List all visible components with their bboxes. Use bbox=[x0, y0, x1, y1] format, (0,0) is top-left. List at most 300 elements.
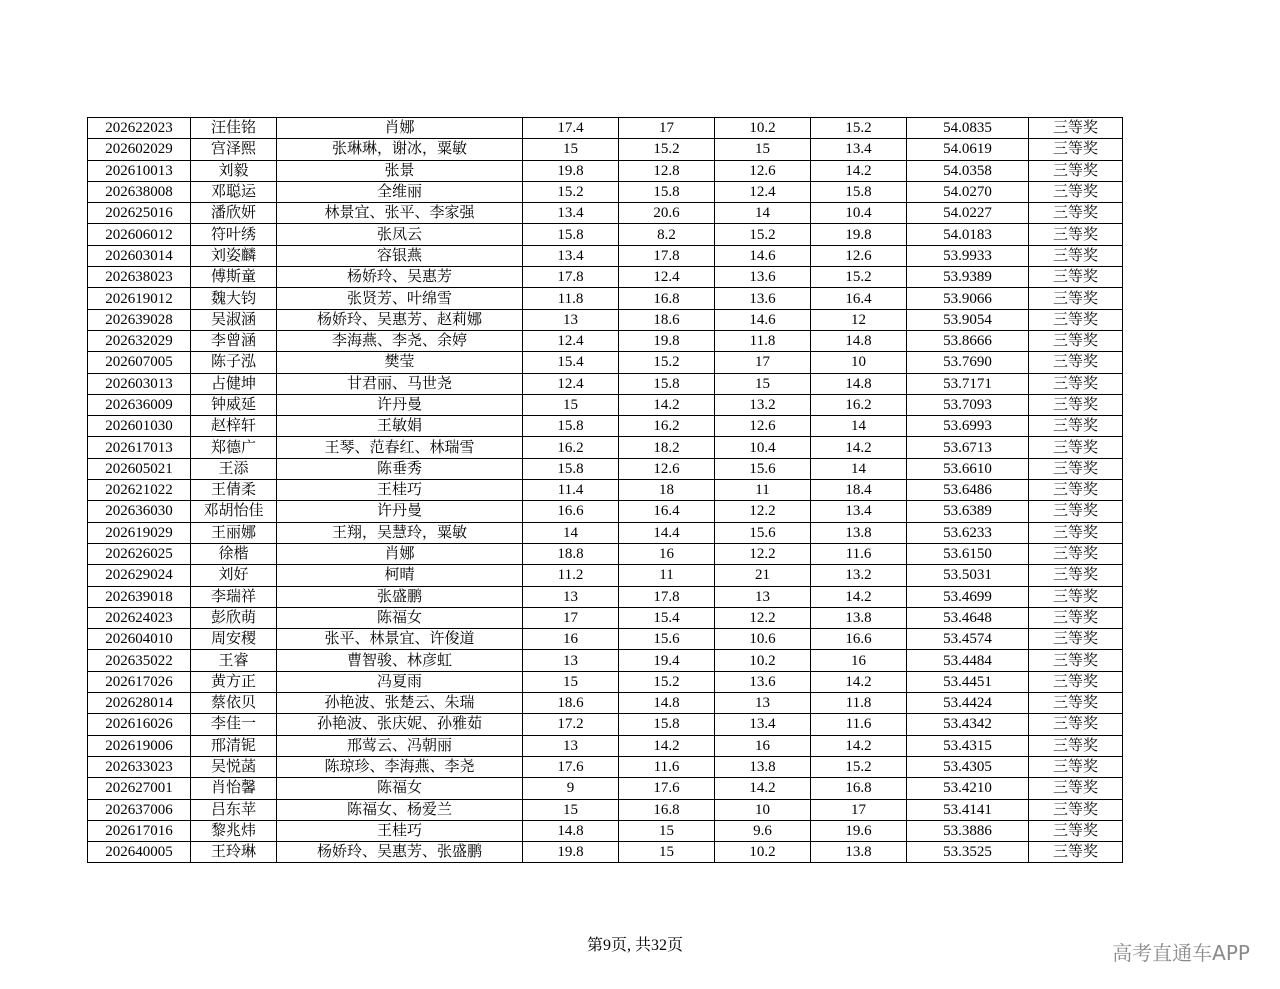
student-name-cell: 王睿 bbox=[191, 650, 277, 671]
exam-id-cell: 202637006 bbox=[88, 799, 191, 820]
teacher-names-cell: 全维丽 bbox=[277, 181, 523, 202]
award-cell: 三等奖 bbox=[1029, 480, 1123, 501]
score-2-cell: 16.2 bbox=[619, 416, 715, 437]
score-2-cell: 19.8 bbox=[619, 330, 715, 351]
score-3-cell: 13 bbox=[715, 693, 811, 714]
table-row bbox=[88, 288, 1123, 309]
score-2-cell: 16 bbox=[619, 543, 715, 564]
score-3-cell: 14.2 bbox=[715, 778, 811, 799]
student-name-cell: 吕东苹 bbox=[191, 799, 277, 820]
table-row bbox=[88, 139, 1123, 160]
student-name-cell: 黎兆炜 bbox=[191, 820, 277, 841]
score-2-cell: 14.2 bbox=[619, 735, 715, 756]
score-4-cell: 17 bbox=[811, 799, 907, 820]
score-4-cell: 10 bbox=[811, 352, 907, 373]
score-2-cell: 17 bbox=[619, 118, 715, 139]
score-4-cell: 14.2 bbox=[811, 735, 907, 756]
total-score-cell: 54.0835 bbox=[907, 118, 1029, 139]
total-score-cell: 53.6713 bbox=[907, 437, 1029, 458]
total-score-cell: 53.6150 bbox=[907, 543, 1029, 564]
score-4-cell: 16.8 bbox=[811, 778, 907, 799]
score-2-cell: 15.8 bbox=[619, 714, 715, 735]
award-cell: 三等奖 bbox=[1029, 245, 1123, 266]
score-2-cell: 20.6 bbox=[619, 203, 715, 224]
exam-id-cell: 202636009 bbox=[88, 394, 191, 415]
teacher-names-cell: 王桂巧 bbox=[277, 820, 523, 841]
table-row bbox=[88, 671, 1123, 692]
exam-id-cell: 202617026 bbox=[88, 671, 191, 692]
table-row bbox=[88, 245, 1123, 266]
student-name-cell: 邓聪运 bbox=[191, 181, 277, 202]
table-row bbox=[88, 330, 1123, 351]
teacher-names-cell: 陈福女 bbox=[277, 778, 523, 799]
teacher-names-cell: 孙艳波、张楚云、朱瑞 bbox=[277, 693, 523, 714]
teacher-names-cell: 杨娇玲、吴惠芳、张盛鹏 bbox=[277, 842, 523, 863]
teacher-names-cell: 张贤芳、叶绵雪 bbox=[277, 288, 523, 309]
teacher-names-cell: 杨娇玲、吴惠芳、赵莉娜 bbox=[277, 309, 523, 330]
teacher-names-cell: 杨娇玲、吴惠芳 bbox=[277, 267, 523, 288]
score-3-cell: 15.2 bbox=[715, 224, 811, 245]
total-score-cell: 53.4305 bbox=[907, 756, 1029, 777]
teacher-names-cell: 许丹曼 bbox=[277, 501, 523, 522]
total-score-cell: 53.6486 bbox=[907, 480, 1029, 501]
exam-id-cell: 202622023 bbox=[88, 118, 191, 139]
score-1-cell: 9 bbox=[523, 778, 619, 799]
student-name-cell: 李曾涵 bbox=[191, 330, 277, 351]
score-3-cell: 15.6 bbox=[715, 522, 811, 543]
score-2-cell: 18 bbox=[619, 480, 715, 501]
award-cell: 三等奖 bbox=[1029, 203, 1123, 224]
table-row bbox=[88, 629, 1123, 650]
exam-id-cell: 202602029 bbox=[88, 139, 191, 160]
teacher-names-cell: 王琴、范春红、林瑞雪 bbox=[277, 437, 523, 458]
score-4-cell: 11.6 bbox=[811, 543, 907, 564]
score-3-cell: 13.6 bbox=[715, 267, 811, 288]
score-1-cell: 13.4 bbox=[523, 245, 619, 266]
award-cell: 三等奖 bbox=[1029, 543, 1123, 564]
score-2-cell: 12.4 bbox=[619, 267, 715, 288]
student-name-cell: 李瑞祥 bbox=[191, 586, 277, 607]
score-1-cell: 17.8 bbox=[523, 267, 619, 288]
table-row bbox=[88, 820, 1123, 841]
score-2-cell: 15.2 bbox=[619, 352, 715, 373]
total-score-cell: 53.4342 bbox=[907, 714, 1029, 735]
teacher-names-cell: 曹智骏、林彦虹 bbox=[277, 650, 523, 671]
table-row bbox=[88, 565, 1123, 586]
total-score-cell: 53.4484 bbox=[907, 650, 1029, 671]
exam-id-cell: 202633023 bbox=[88, 756, 191, 777]
exam-id-cell: 202625016 bbox=[88, 203, 191, 224]
score-1-cell: 14 bbox=[523, 522, 619, 543]
teacher-names-cell: 许丹曼 bbox=[277, 394, 523, 415]
score-1-cell: 17.4 bbox=[523, 118, 619, 139]
score-3-cell: 13.2 bbox=[715, 394, 811, 415]
teacher-names-cell: 陈福女、杨爱兰 bbox=[277, 799, 523, 820]
total-score-cell: 53.6993 bbox=[907, 416, 1029, 437]
score-1-cell: 15 bbox=[523, 139, 619, 160]
score-1-cell: 13.4 bbox=[523, 203, 619, 224]
teacher-names-cell: 肖娜 bbox=[277, 118, 523, 139]
score-1-cell: 19.8 bbox=[523, 842, 619, 863]
score-3-cell: 15 bbox=[715, 373, 811, 394]
score-1-cell: 17.2 bbox=[523, 714, 619, 735]
teacher-names-cell: 张凤云 bbox=[277, 224, 523, 245]
score-2-cell: 16.8 bbox=[619, 799, 715, 820]
award-cell: 三等奖 bbox=[1029, 437, 1123, 458]
score-3-cell: 14 bbox=[715, 203, 811, 224]
student-name-cell: 吴悦菡 bbox=[191, 756, 277, 777]
total-score-cell: 53.5031 bbox=[907, 565, 1029, 586]
score-3-cell: 12.6 bbox=[715, 160, 811, 181]
exam-id-cell: 202640005 bbox=[88, 842, 191, 863]
exam-id-cell: 202617013 bbox=[88, 437, 191, 458]
score-4-cell: 15.2 bbox=[811, 756, 907, 777]
total-score-cell: 53.4699 bbox=[907, 586, 1029, 607]
score-4-cell: 13.4 bbox=[811, 501, 907, 522]
score-1-cell: 15.2 bbox=[523, 181, 619, 202]
award-cell: 三等奖 bbox=[1029, 458, 1123, 479]
score-4-cell: 13.8 bbox=[811, 842, 907, 863]
table-row bbox=[88, 778, 1123, 799]
teacher-names-cell: 张琳琳，谢冰，粟敏 bbox=[277, 139, 523, 160]
total-score-cell: 53.7690 bbox=[907, 352, 1029, 373]
score-3-cell: 12.2 bbox=[715, 543, 811, 564]
teacher-names-cell: 林景宜、张平、李家强 bbox=[277, 203, 523, 224]
student-name-cell: 赵梓轩 bbox=[191, 416, 277, 437]
exam-id-cell: 202632029 bbox=[88, 330, 191, 351]
award-cell: 三等奖 bbox=[1029, 118, 1123, 139]
total-score-cell: 53.4648 bbox=[907, 607, 1029, 628]
table-row bbox=[88, 480, 1123, 501]
results-table bbox=[87, 117, 1123, 863]
total-score-cell: 53.4141 bbox=[907, 799, 1029, 820]
award-cell: 三等奖 bbox=[1029, 224, 1123, 245]
table-row bbox=[88, 756, 1123, 777]
table-row bbox=[88, 224, 1123, 245]
score-2-cell: 15 bbox=[619, 820, 715, 841]
score-4-cell: 10.4 bbox=[811, 203, 907, 224]
total-score-cell: 53.8666 bbox=[907, 330, 1029, 351]
score-3-cell: 12.4 bbox=[715, 181, 811, 202]
total-score-cell: 53.4451 bbox=[907, 671, 1029, 692]
score-4-cell: 14 bbox=[811, 458, 907, 479]
exam-id-cell: 202635022 bbox=[88, 650, 191, 671]
table-row bbox=[88, 714, 1123, 735]
score-2-cell: 15 bbox=[619, 842, 715, 863]
score-4-cell: 12.6 bbox=[811, 245, 907, 266]
exam-id-cell: 202605021 bbox=[88, 458, 191, 479]
student-name-cell: 邓胡怡佳 bbox=[191, 501, 277, 522]
total-score-cell: 53.7171 bbox=[907, 373, 1029, 394]
award-cell: 三等奖 bbox=[1029, 181, 1123, 202]
award-cell: 三等奖 bbox=[1029, 650, 1123, 671]
table-row bbox=[88, 416, 1123, 437]
exam-id-cell: 202619012 bbox=[88, 288, 191, 309]
student-name-cell: 邢清铌 bbox=[191, 735, 277, 756]
score-2-cell: 11.6 bbox=[619, 756, 715, 777]
watermark: 高考直通车APP bbox=[1112, 941, 1250, 965]
exam-id-cell: 202621022 bbox=[88, 480, 191, 501]
score-1-cell: 15 bbox=[523, 671, 619, 692]
table-row bbox=[88, 437, 1123, 458]
teacher-names-cell: 张盛鹏 bbox=[277, 586, 523, 607]
score-2-cell: 16.8 bbox=[619, 288, 715, 309]
total-score-cell: 53.4315 bbox=[907, 735, 1029, 756]
exam-id-cell: 202604010 bbox=[88, 629, 191, 650]
score-1-cell: 15.4 bbox=[523, 352, 619, 373]
score-2-cell: 15.8 bbox=[619, 181, 715, 202]
score-1-cell: 19.8 bbox=[523, 160, 619, 181]
page-number: 第9页, 共32页 bbox=[586, 937, 683, 954]
award-cell: 三等奖 bbox=[1029, 778, 1123, 799]
table-body bbox=[88, 118, 1123, 863]
score-1-cell: 16.6 bbox=[523, 501, 619, 522]
award-cell: 三等奖 bbox=[1029, 160, 1123, 181]
table-row bbox=[88, 118, 1123, 139]
student-name-cell: 吴淑涵 bbox=[191, 309, 277, 330]
teacher-names-cell: 陈垂秀 bbox=[277, 458, 523, 479]
award-cell: 三等奖 bbox=[1029, 565, 1123, 586]
teacher-names-cell: 李海燕、李尧、余婷 bbox=[277, 330, 523, 351]
student-name-cell: 蔡依贝 bbox=[191, 693, 277, 714]
score-3-cell: 10.2 bbox=[715, 118, 811, 139]
total-score-cell: 53.9066 bbox=[907, 288, 1029, 309]
score-1-cell: 12.4 bbox=[523, 373, 619, 394]
award-cell: 三等奖 bbox=[1029, 629, 1123, 650]
student-name-cell: 刘姿麟 bbox=[191, 245, 277, 266]
score-3-cell: 15 bbox=[715, 139, 811, 160]
award-cell: 三等奖 bbox=[1029, 288, 1123, 309]
exam-id-cell: 202628014 bbox=[88, 693, 191, 714]
award-cell: 三等奖 bbox=[1029, 501, 1123, 522]
student-name-cell: 郑德广 bbox=[191, 437, 277, 458]
student-name-cell: 王玲琳 bbox=[191, 842, 277, 863]
table-row bbox=[88, 267, 1123, 288]
exam-id-cell: 202617016 bbox=[88, 820, 191, 841]
table-row bbox=[88, 735, 1123, 756]
score-4-cell: 15.2 bbox=[811, 267, 907, 288]
score-2-cell: 18.2 bbox=[619, 437, 715, 458]
total-score-cell: 54.0227 bbox=[907, 203, 1029, 224]
score-2-cell: 14.4 bbox=[619, 522, 715, 543]
score-1-cell: 15.8 bbox=[523, 224, 619, 245]
score-3-cell: 17 bbox=[715, 352, 811, 373]
score-4-cell: 16.6 bbox=[811, 629, 907, 650]
teacher-names-cell: 容银燕 bbox=[277, 245, 523, 266]
score-2-cell: 15.6 bbox=[619, 629, 715, 650]
award-cell: 三等奖 bbox=[1029, 586, 1123, 607]
teacher-names-cell: 孙艳波、张庆妮、孙雅茹 bbox=[277, 714, 523, 735]
student-name-cell: 宫泽熙 bbox=[191, 139, 277, 160]
exam-id-cell: 202624023 bbox=[88, 607, 191, 628]
score-1-cell: 18.8 bbox=[523, 543, 619, 564]
student-name-cell: 彭欣萌 bbox=[191, 607, 277, 628]
table-row bbox=[88, 160, 1123, 181]
total-score-cell: 54.0270 bbox=[907, 181, 1029, 202]
score-3-cell: 10.2 bbox=[715, 842, 811, 863]
score-1-cell: 16.2 bbox=[523, 437, 619, 458]
score-4-cell: 16 bbox=[811, 650, 907, 671]
score-3-cell: 21 bbox=[715, 565, 811, 586]
award-cell: 三等奖 bbox=[1029, 330, 1123, 351]
exam-id-cell: 202607005 bbox=[88, 352, 191, 373]
table-row bbox=[88, 203, 1123, 224]
score-4-cell: 19.6 bbox=[811, 820, 907, 841]
score-3-cell: 10.4 bbox=[715, 437, 811, 458]
table-row bbox=[88, 501, 1123, 522]
score-3-cell: 13.6 bbox=[715, 288, 811, 309]
score-1-cell: 11.2 bbox=[523, 565, 619, 586]
award-cell: 三等奖 bbox=[1029, 842, 1123, 863]
student-name-cell: 潘欣妍 bbox=[191, 203, 277, 224]
score-3-cell: 15.6 bbox=[715, 458, 811, 479]
score-3-cell: 14.6 bbox=[715, 245, 811, 266]
total-score-cell: 53.9389 bbox=[907, 267, 1029, 288]
score-3-cell: 13 bbox=[715, 586, 811, 607]
score-4-cell: 12 bbox=[811, 309, 907, 330]
total-score-cell: 54.0183 bbox=[907, 224, 1029, 245]
teacher-names-cell: 柯晴 bbox=[277, 565, 523, 586]
student-name-cell: 陈子泓 bbox=[191, 352, 277, 373]
exam-id-cell: 202627001 bbox=[88, 778, 191, 799]
award-cell: 三等奖 bbox=[1029, 394, 1123, 415]
student-name-cell: 符叶绣 bbox=[191, 224, 277, 245]
score-4-cell: 15.8 bbox=[811, 181, 907, 202]
total-score-cell: 53.7093 bbox=[907, 394, 1029, 415]
table-row bbox=[88, 352, 1123, 373]
table-row bbox=[88, 522, 1123, 543]
table-row bbox=[88, 607, 1123, 628]
student-name-cell: 钟威延 bbox=[191, 394, 277, 415]
score-1-cell: 15 bbox=[523, 799, 619, 820]
award-cell: 三等奖 bbox=[1029, 416, 1123, 437]
table-row bbox=[88, 693, 1123, 714]
score-4-cell: 14.8 bbox=[811, 330, 907, 351]
total-score-cell: 53.3525 bbox=[907, 842, 1029, 863]
teacher-names-cell: 邢莺云、冯朝丽 bbox=[277, 735, 523, 756]
score-3-cell: 11.8 bbox=[715, 330, 811, 351]
teacher-names-cell: 肖娜 bbox=[277, 543, 523, 564]
exam-id-cell: 202629024 bbox=[88, 565, 191, 586]
score-2-cell: 12.8 bbox=[619, 160, 715, 181]
score-3-cell: 12.6 bbox=[715, 416, 811, 437]
teacher-names-cell: 张平、林景宜、许俊道 bbox=[277, 629, 523, 650]
score-1-cell: 18.6 bbox=[523, 693, 619, 714]
student-name-cell: 肖怡馨 bbox=[191, 778, 277, 799]
table-row bbox=[88, 181, 1123, 202]
score-2-cell: 15.2 bbox=[619, 671, 715, 692]
student-name-cell: 周安稷 bbox=[191, 629, 277, 650]
student-name-cell: 李佳一 bbox=[191, 714, 277, 735]
score-2-cell: 15.8 bbox=[619, 373, 715, 394]
exam-id-cell: 202639028 bbox=[88, 309, 191, 330]
score-3-cell: 13.8 bbox=[715, 756, 811, 777]
award-cell: 三等奖 bbox=[1029, 267, 1123, 288]
award-cell: 三等奖 bbox=[1029, 607, 1123, 628]
score-3-cell: 10 bbox=[715, 799, 811, 820]
score-1-cell: 11.4 bbox=[523, 480, 619, 501]
table-row bbox=[88, 586, 1123, 607]
score-4-cell: 14.2 bbox=[811, 586, 907, 607]
total-score-cell: 54.0619 bbox=[907, 139, 1029, 160]
score-3-cell: 13.4 bbox=[715, 714, 811, 735]
award-cell: 三等奖 bbox=[1029, 671, 1123, 692]
score-1-cell: 15 bbox=[523, 394, 619, 415]
score-1-cell: 13 bbox=[523, 309, 619, 330]
score-3-cell: 14.6 bbox=[715, 309, 811, 330]
table-row bbox=[88, 458, 1123, 479]
student-name-cell: 刘毅 bbox=[191, 160, 277, 181]
score-2-cell: 12.6 bbox=[619, 458, 715, 479]
student-name-cell: 王倩柔 bbox=[191, 480, 277, 501]
exam-id-cell: 202638023 bbox=[88, 267, 191, 288]
award-cell: 三等奖 bbox=[1029, 352, 1123, 373]
score-1-cell: 13 bbox=[523, 650, 619, 671]
teacher-names-cell: 陈福女 bbox=[277, 607, 523, 628]
score-1-cell: 15.8 bbox=[523, 458, 619, 479]
total-score-cell: 53.4574 bbox=[907, 629, 1029, 650]
exam-id-cell: 202626025 bbox=[88, 543, 191, 564]
score-1-cell: 15.8 bbox=[523, 416, 619, 437]
award-cell: 三等奖 bbox=[1029, 756, 1123, 777]
exam-id-cell: 202603014 bbox=[88, 245, 191, 266]
teacher-names-cell: 冯夏雨 bbox=[277, 671, 523, 692]
teacher-names-cell: 王敏娟 bbox=[277, 416, 523, 437]
table-row bbox=[88, 543, 1123, 564]
score-4-cell: 13.4 bbox=[811, 139, 907, 160]
score-4-cell: 11.8 bbox=[811, 693, 907, 714]
score-3-cell: 12.2 bbox=[715, 607, 811, 628]
award-cell: 三等奖 bbox=[1029, 373, 1123, 394]
total-score-cell: 53.9054 bbox=[907, 309, 1029, 330]
score-1-cell: 13 bbox=[523, 586, 619, 607]
score-4-cell: 14.2 bbox=[811, 437, 907, 458]
score-4-cell: 15.2 bbox=[811, 118, 907, 139]
table-row bbox=[88, 650, 1123, 671]
award-cell: 三等奖 bbox=[1029, 714, 1123, 735]
score-2-cell: 16.4 bbox=[619, 501, 715, 522]
table-row bbox=[88, 373, 1123, 394]
score-3-cell: 13.6 bbox=[715, 671, 811, 692]
score-3-cell: 16 bbox=[715, 735, 811, 756]
exam-id-cell: 202619006 bbox=[88, 735, 191, 756]
total-score-cell: 53.6389 bbox=[907, 501, 1029, 522]
student-name-cell: 徐楷 bbox=[191, 543, 277, 564]
score-1-cell: 17.6 bbox=[523, 756, 619, 777]
exam-id-cell: 202638008 bbox=[88, 181, 191, 202]
score-3-cell: 10.2 bbox=[715, 650, 811, 671]
teacher-names-cell: 王翔，吴慧玲，粟敏 bbox=[277, 522, 523, 543]
table-row bbox=[88, 309, 1123, 330]
score-4-cell: 19.8 bbox=[811, 224, 907, 245]
student-name-cell: 王添 bbox=[191, 458, 277, 479]
table-row bbox=[88, 394, 1123, 415]
student-name-cell: 傅斯童 bbox=[191, 267, 277, 288]
score-4-cell: 13.8 bbox=[811, 607, 907, 628]
score-4-cell: 16.4 bbox=[811, 288, 907, 309]
exam-id-cell: 202601030 bbox=[88, 416, 191, 437]
award-cell: 三等奖 bbox=[1029, 693, 1123, 714]
score-2-cell: 8.2 bbox=[619, 224, 715, 245]
award-cell: 三等奖 bbox=[1029, 820, 1123, 841]
student-name-cell: 刘好 bbox=[191, 565, 277, 586]
score-3-cell: 9.6 bbox=[715, 820, 811, 841]
exam-id-cell: 202606012 bbox=[88, 224, 191, 245]
exam-id-cell: 202610013 bbox=[88, 160, 191, 181]
score-3-cell: 12.2 bbox=[715, 501, 811, 522]
score-2-cell: 15.2 bbox=[619, 139, 715, 160]
student-name-cell: 占健坤 bbox=[191, 373, 277, 394]
